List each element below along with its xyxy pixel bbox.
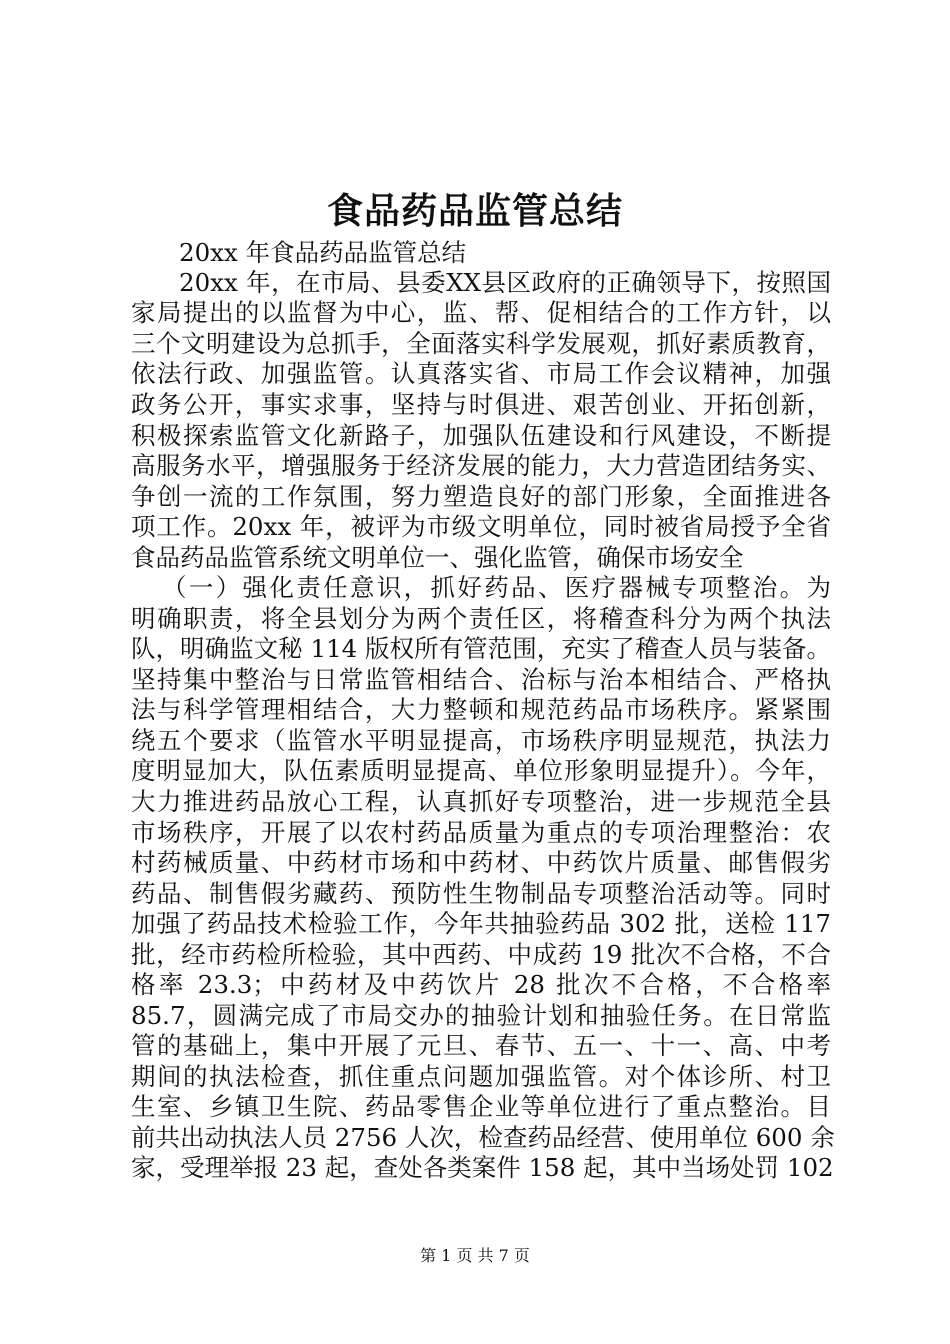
body-line: 家局提出的以监督为中心，监、帮、促相结合的工作方针，以 bbox=[131, 298, 831, 327]
body-line: 高服务水平，增强服务于经济发展的能力，大力营造团结务实、 bbox=[131, 451, 831, 480]
page-number: 第 1 页 共 7 页 bbox=[420, 1246, 530, 1265]
body-line: 家，受理举报 23 起，查处各类案件 158 起，其中当场处罚 102 bbox=[131, 1153, 834, 1182]
body-line: 度明显加大，队伍素质明显提高、单位形象明显提升）。今年， bbox=[131, 756, 831, 785]
document-title: 食品药品监管总结 bbox=[326, 190, 623, 232]
section-heading-line: （一）强化责任意识，抓好药品、医疗器械专项整治。为 bbox=[162, 573, 831, 602]
body-line: 批，经市药检所检验，其中西药、中成药 19 批次不合格，不合 bbox=[131, 940, 831, 969]
body-line: 法与科学管理相结合，大力整顿和规范药品市场秩序。紧紧围 bbox=[131, 695, 831, 724]
body-line: 依法行政、加强监管。认真落实省、市局工作会议精神，加强 bbox=[131, 359, 831, 388]
body-line: 20xx 年，在市局、县委XX县区政府的正确领导下，按照国 bbox=[179, 268, 831, 297]
body-line: 坚持集中整治与日常监管相结合、治标与治本相结合、严格执 bbox=[131, 665, 831, 694]
body-line: 管的基础上，集中开展了元旦、春节、五一、十一、高、中考 bbox=[131, 1031, 831, 1060]
body-line: 项工作。20xx 年，被评为市级文明单位，同时被省局授予全省 bbox=[131, 512, 831, 541]
body-line: 药品、制售假劣藏药、预防性生物制品专项整治活动等。同时 bbox=[131, 879, 831, 908]
body-line: 加强了药品技术检验工作，今年共抽验药品 302 批，送检 117 bbox=[131, 909, 831, 938]
body-line: 村药械质量、中药材市场和中药材、中药饮片质量、邮售假劣 bbox=[131, 848, 831, 877]
body-line: 大力推进药品放心工程，认真抓好专项整治，进一步规范全县 bbox=[131, 787, 831, 816]
body-line: 积极探索监管文化新路子，加强队伍建设和行风建设，不断提 bbox=[131, 421, 831, 450]
body-line: 食品药品监管系统文明单位一、强化监管，确保市场安全 bbox=[131, 543, 744, 572]
body-line: 三个文明建设为总抓手，全面落实科学发展观，抓好素质教育， bbox=[131, 329, 831, 358]
body-line: 政务公开，事实求事，坚持与时俱进、艰苦创业、开拓创新， bbox=[131, 390, 831, 419]
body-line: 争创一流的工作氛围，努力塑造良好的部门形象，全面推进各 bbox=[131, 482, 831, 511]
subtitle-line: 20xx 年食品药品监管总结 bbox=[179, 238, 467, 267]
body-line: 前共出动执法人员 2756 人次，检查药品经营、使用单位 600 余 bbox=[131, 1123, 835, 1152]
body-line: 队，明确监文秘 114 版权所有管范围，充实了稽查人员与装备。 bbox=[131, 634, 831, 663]
body-line: 期间的执法检查，抓住重点问题加强监管。对个体诊所、村卫 bbox=[131, 1062, 831, 1091]
body-line: 市场秩序，开展了以农村药品质量为重点的专项治理整治：农 bbox=[131, 818, 831, 847]
body-line: 明确职责，将全县划分为两个责任区，将稽查科分为两个执法 bbox=[131, 604, 831, 633]
body-line: 格率 23.3；中药材及中药饮片 28 批次不合格，不合格率 bbox=[131, 970, 831, 999]
body-line: 绕五个要求（监管水平明显提高，市场秩序明显规范，执法力 bbox=[131, 726, 831, 755]
body-line: 生室、乡镇卫生院、药品零售企业等单位进行了重点整治。目 bbox=[131, 1092, 831, 1121]
body-line: 85.7，圆满完成了市局交办的抽验计划和抽验任务。在日常监 bbox=[131, 1001, 831, 1030]
